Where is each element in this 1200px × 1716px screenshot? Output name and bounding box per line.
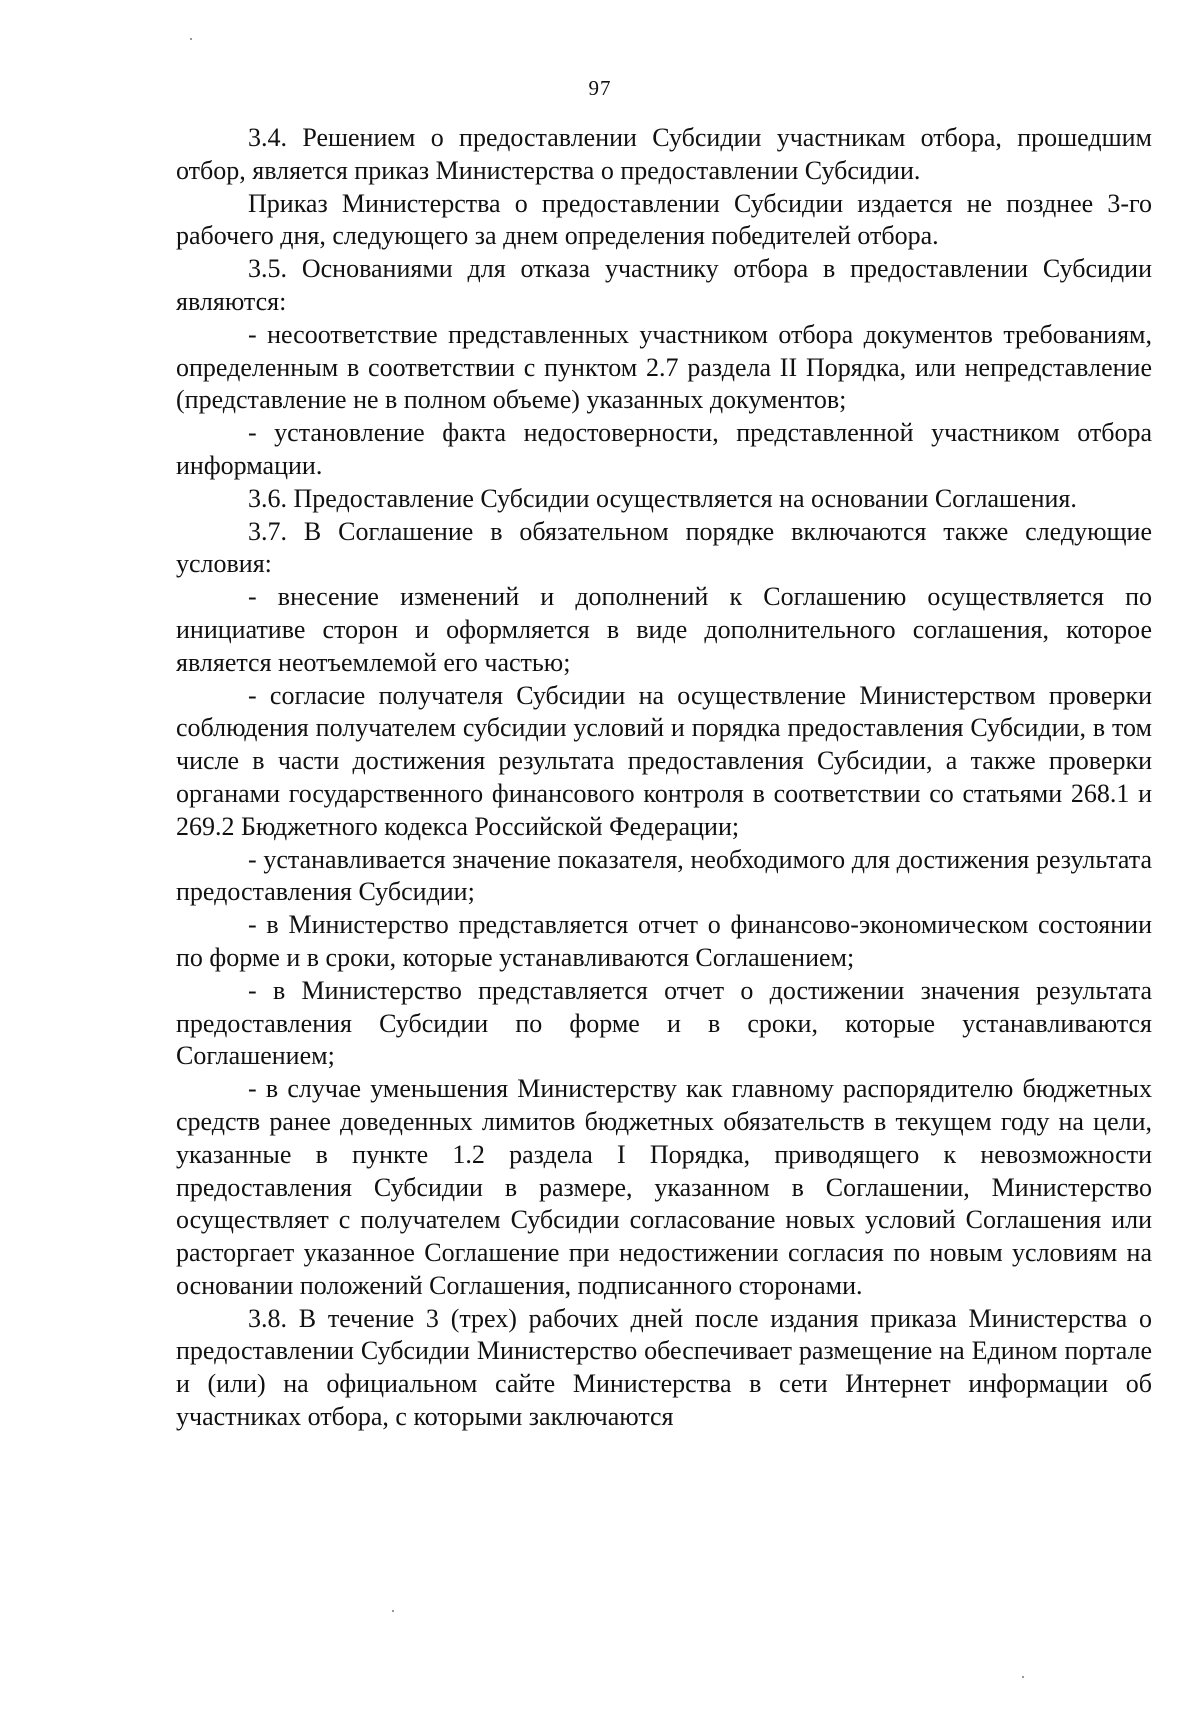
paragraph-3-5: 3.5. Основаниями для отказа участнику отбора в предоставлении Субсидии являются: xyxy=(176,254,1152,316)
list-item-unreliable-info: - установление факта недостоверности, представленной участником отбора информации. xyxy=(176,418,1152,480)
paragraph-order-deadline: Приказ Министерства о предоставлении Субсидии издается не позднее 3-го рабочего дня, следующего за днем определения победителей отбора. xyxy=(176,188,1152,251)
paragraph-3-4: 3.4. Решением о предоставлении Субсидии участникам отбора, прошедшим отбор, является приказ Министерства о предоставлении Субсидии. xyxy=(176,123,1152,185)
scan-speck xyxy=(392,1610,394,1612)
scan-speck xyxy=(1022,1676,1024,1678)
list-item-indicator-value: - устанавливается значение показателя, необходимого для достижения результата предоставления Субсидии; xyxy=(176,844,1152,907)
paragraph-3-7: 3.7. В Соглашение в обязательном порядке включаются также следующие условия: xyxy=(176,516,1152,579)
list-item-result-report: - в Министерство представляется отчет о достижении значения результата предоставления Субсидии по форме и в сроки, которые устанавливаются Соглашением; xyxy=(176,975,1152,1071)
list-item-consent-inspection: - согласие получателя Субсидии на осуществление Министерством проверки соблюдения получателем субсидии условий и порядка предоставления Субсидии, в том числе в части достижения результата предоставления Субсидии, а также проверки органами государственного финансового контроля в соответствии со статьями 268.1 и 269.2 Бюджетного кодекса Российской Федерации; xyxy=(176,680,1152,841)
list-item-amendments: - внесение изменений и дополнений к Соглашению осуществляется по инициативе сторон и оформляется в виде дополнительного соглашения, которое является неотъемлемой его частью; xyxy=(176,582,1152,677)
list-item-document-mismatch: - несоответствие представленных участником отбора документов требованиям, определенным в соответствии с пунктом 2.7 раздела II Порядка, или непредставление (представление не в полном объеме) указанных документов; xyxy=(176,319,1152,415)
paragraph-3-8: 3.8. В течение 3 (трех) рабочих дней после издания приказа Министерства о предоставлении Субсидии Министерство обеспечивает размещение на Едином портале и (или) на официальном сайте Министерства в сети Интернет информации об участниках отбора, с которыми заключаются xyxy=(176,1303,1152,1432)
list-item-financial-report: - в Министерство представляется отчет о финансово-экономическом состоянии по форме и в сроки, которые устанавливаются Соглашением; xyxy=(176,910,1152,972)
list-item-limit-reduction: - в случае уменьшения Министерству как главному распорядителю бюджетных средств ранее доведенных лимитов бюджетных обязательств в текущем году на цели, указанные в пункте 1.2 раздела I Порядка, приводящего к невозможности предоставления Субсидии в размере, указанном в Соглашении, Министерство осуществляет с получателем Субсидии согласование новых условий Соглашения или расторгает указанное Соглашение при недостижении согласия по новым условиям на основании положений Соглашения, подписанного сторонами. xyxy=(176,1074,1152,1300)
paragraph-3-6: 3.6. Предоставление Субсидии осуществляется на основании Соглашения. xyxy=(248,483,1077,513)
document-body xyxy=(176,122,1152,1434)
page-number: 97 xyxy=(588,76,612,100)
scan-speck xyxy=(190,38,192,40)
